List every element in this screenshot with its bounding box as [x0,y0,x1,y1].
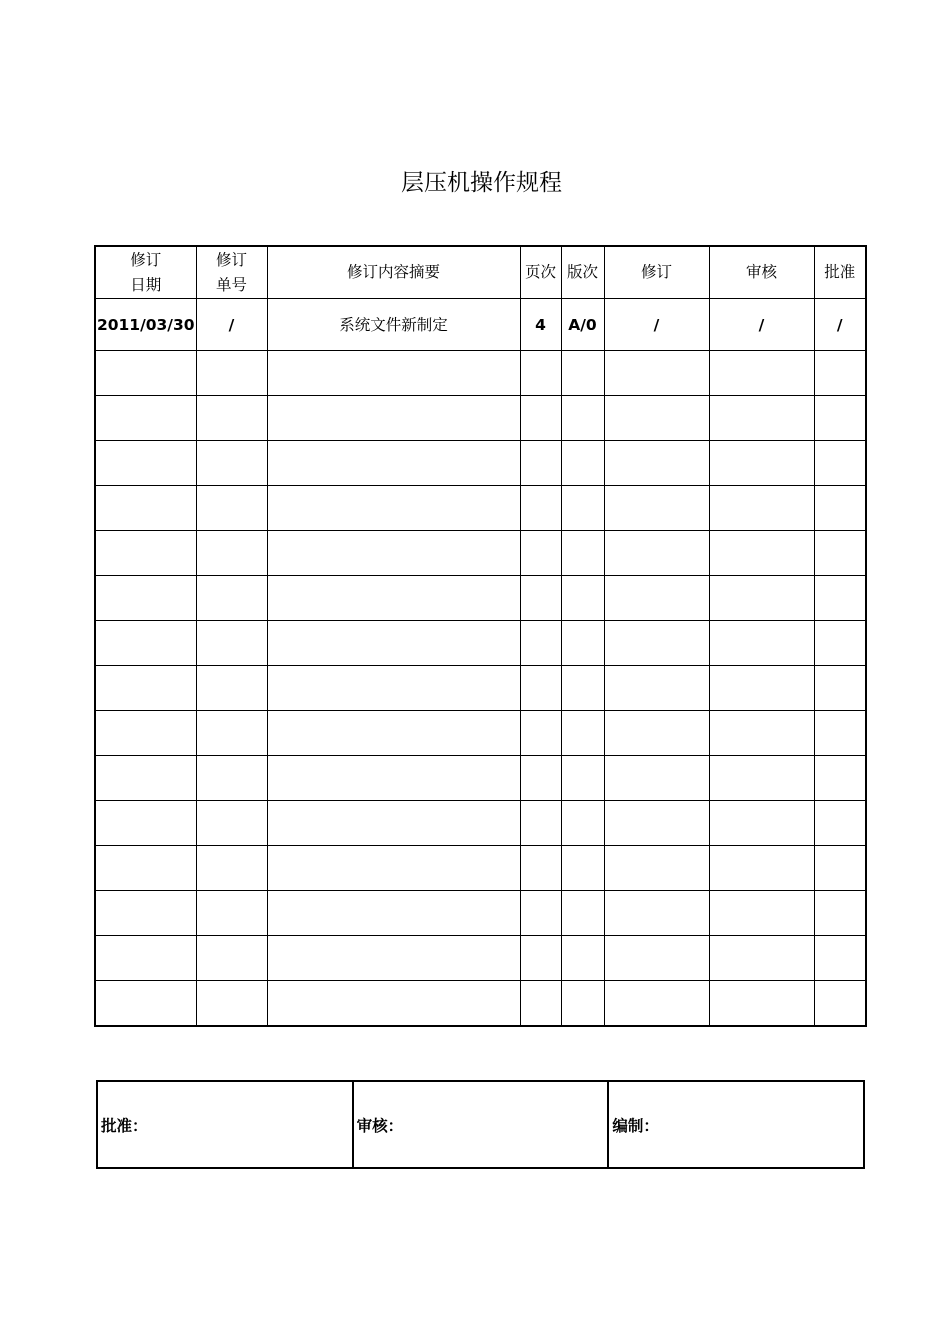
table-row [95,891,866,936]
table-row [95,531,866,576]
revision-history-table [94,245,867,1027]
header-version: 版次 [561,246,604,299]
header-reviewed-by: 审核 [709,246,814,299]
cell-reviewed-by: / [709,299,814,351]
cell-revision-summary: 系统文件新制定 [267,299,520,351]
table-row [95,351,866,396]
header-revision-date: 修订 日期 [95,246,196,299]
table-row [95,711,866,756]
header-page: 页次 [520,246,561,299]
table-row [95,299,866,351]
document-title: 层压机操作规程 [401,170,562,196]
table-row [95,486,866,531]
table-row [95,666,866,711]
table-row [95,396,866,441]
signature-review-cell: 审核： [353,1081,609,1168]
signature-approve-cell: 批准： [97,1081,353,1168]
cell-approved-by: / [814,299,866,351]
cell-page: 4 [520,299,561,351]
table-header-row [95,246,866,299]
cell-revision-number: / [196,299,267,351]
signature-row [97,1081,864,1168]
header-approved-by: 批准 [814,246,866,299]
signature-table [96,1080,865,1169]
header-revision-summary: 修订内容摘要 [267,246,520,299]
table-row [95,441,866,486]
table-row [95,576,866,621]
table-row [95,936,866,981]
signature-compile-cell: 编制： [608,1081,864,1168]
header-revised-by: 修订 [604,246,709,299]
table-row [95,981,866,1027]
table-row [95,846,866,891]
cell-revised-by: / [604,299,709,351]
table-row [95,801,866,846]
table-row [95,621,866,666]
cell-version: A/0 [561,299,604,351]
table-row [95,756,866,801]
cell-revision-date: 2011/03/30 [95,299,196,351]
header-revision-number: 修订 单号 [196,246,267,299]
